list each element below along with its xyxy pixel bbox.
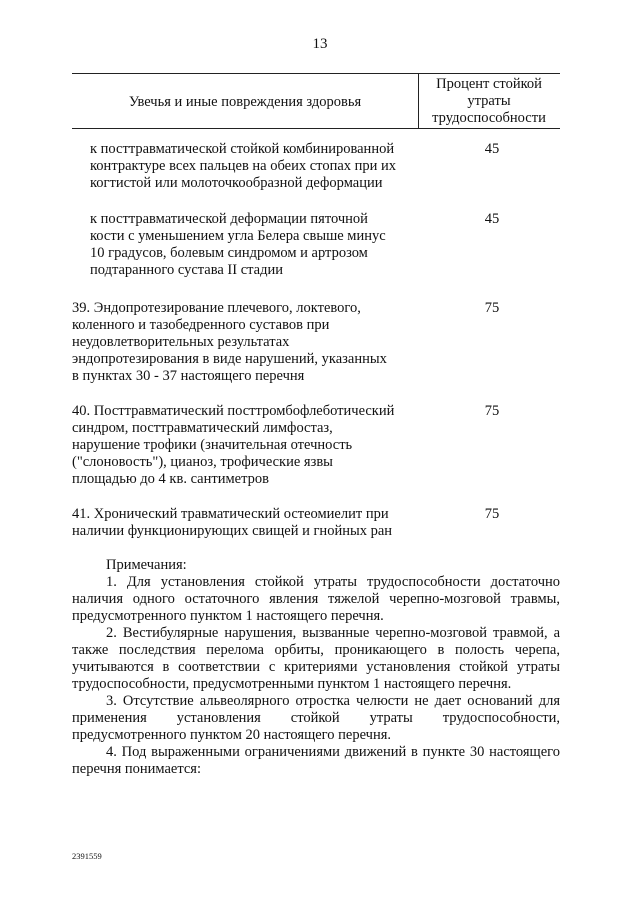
notes-section [72,557,560,778]
row-percent: 75 [484,403,500,419]
row-percent: 75 [484,506,500,522]
notes-title: Примечания: [106,557,187,573]
table-header-injuries: Увечья и иные повреждения здоровья [128,94,362,110]
row-description: 39. Эндопротезирование плечевого, локтевого, коленного и тазобедренного суставов при неудовлетворительных результатах эндопротезирования в виде нарушений, указанных в пунктах 30 - 37 настоящего перечня [72,300,387,384]
table-top-rule [72,73,560,74]
note-item: 4. Под выраженными ограничениями движений в пункте 30 настоящего перечня понимается: [72,744,560,777]
table-header-percent: Процент стойкой утраты трудоспособности [432,76,546,126]
note-item: 1. Для установления стойкой утраты трудоспособности достаточно наличия одного остаточного явления тяжелой черепно-мозговой травмы, предусмотренного пунктом 1 настоящего перечня. [72,574,560,624]
row-percent: 75 [484,300,500,316]
document-code: 2391559 [72,851,102,861]
row-percent: 45 [484,141,500,157]
row-description: к посттравматической стойкой комбинированной контрактуре всех пальцев на обеих стопах при их когтистой или молоточкообразной деформации [90,141,397,191]
row-description: 41. Хронический травматический остеомиелит при наличии функционирующих свищей и гнойных ран [72,506,393,539]
table-header-bottom-rule [72,128,560,129]
page-number: 13 [312,36,328,52]
row-percent: 45 [484,211,500,227]
note-item: 3. Отсутствие альвеолярного отростка челюсти не дает оснований для применения установления стойкой утраты трудоспособности, предусмотренного пунктом 20 настоящего перечня. [72,693,560,743]
note-item: 2. Вестибулярные нарушения, вызванные черепно-мозговой травмой, а также последствия перелома орбиты, проникающего в полость черепа, учитываются в соответствии с критериями установления стойкой утраты трудоспособности, предусмотренными пунктом 1 настоящего перечня. [72,625,560,692]
row-description: 40. Посттравматический посттромбофлеботический синдром, посттравматический лимфостаз, нарушение трофики (значительная отечность ("слоновость"), цианоз, трофические язвы площадью до 4 кв. сантиметров [72,403,395,487]
row-description: к посттравматической деформации пяточной кости с уменьшением угла Белера свыше минус 10 градусов, болевым синдромом и артрозом подтаранного сустава II стадии [90,211,386,278]
